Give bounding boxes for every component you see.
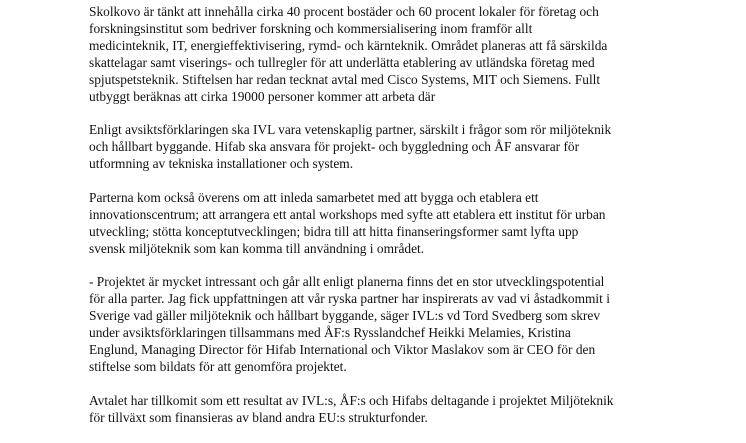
text-line: för tillväxt som finansieras av bland andra EU:s strukturfonder. [89,409,428,425]
paragraph-skolkovo [89,4,689,105]
paragraph-avtalet [89,393,689,427]
text-line: utveckling; stötta konceptutvecklingen; bidra till att hitta finanseringsformer samt lyfta upp [89,223,579,239]
text-line: Skolkovo är tänkt att innehålla cirka 40 procent bostäder och 60 procent lokaler för företag och [89,4,599,19]
text-line: stiftelse som bildats för att genomföra projektet. [89,358,347,374]
text-line: Parterna kom också överens om att inleda samarbetet med att bygga och etablera ett [89,189,539,205]
text-line: Enligt avsiktsförklaringen ska IVL vara vetenskaplig partner, särskilt i frågor som rör miljöteknik [89,122,612,138]
document-page [89,4,689,443]
text-line: för alla parter. Jag fick uppfattningen att vår ryska partner har inspirerats av vad vi åstadkommit i [89,291,610,307]
paragraph-parterna [89,190,689,258]
text-line: och hållbart byggande. Hifab ska ansvara för projekt- och byggledning och ÅF ansvarar för [89,139,580,155]
text-line: innovationscentrum; att arrangera ett antal workshops med syfte att etablera ett institut för urban [89,206,606,222]
text-line: Avtalet har tillkomit som ett resultat av IVL:s, ÅF:s och Hifabs deltagande i projektet Miljöteknik [89,392,614,408]
text-line: svensk miljöteknik som kan komma till användning i området. [89,240,425,256]
text-line: Sverige vad gäller miljöteknik och hållbart byggande, säger IVL:s vd Tord Svedberg som skrev [89,308,601,324]
text-line: utbyggt beräknas att cirka 19000 personer kommer att arbeta där [89,88,436,104]
text-line: - Projektet är mycket intressant och går allt enligt planerna finns det en stor utvecklingspotential [89,274,605,290]
paragraph-avsiktsforklaring [89,122,689,173]
text-line: forskningsinstitut som bedriver forskning och kommersialisering inom framför allt [89,20,533,36]
text-line: Englund, Managing Director för Hifab International och Viktor Maslakov som är CEO för den [89,342,596,358]
paragraph-quote [89,274,689,375]
text-line: skattelagar samt viserings- och tullregler för att underlätta etablering av utländska företag med [89,54,595,70]
text-line: spjutspetsteknik. Stiftelsen har redan tecknat avtal med Cisco Systems, MIT och Siemens. Fullt [89,71,601,87]
text-line: medicinteknik, IT, energieffektivisering, rymd- och kärnteknik. Området planeras att få särskilda [89,37,608,53]
text-line: under avsiktsförklaringen tillsammans med ÅF:s Rysslandchef Heikki Melamies, Kristina [89,325,571,341]
text-line: utformning av tekniska installationer och system. [89,156,354,172]
